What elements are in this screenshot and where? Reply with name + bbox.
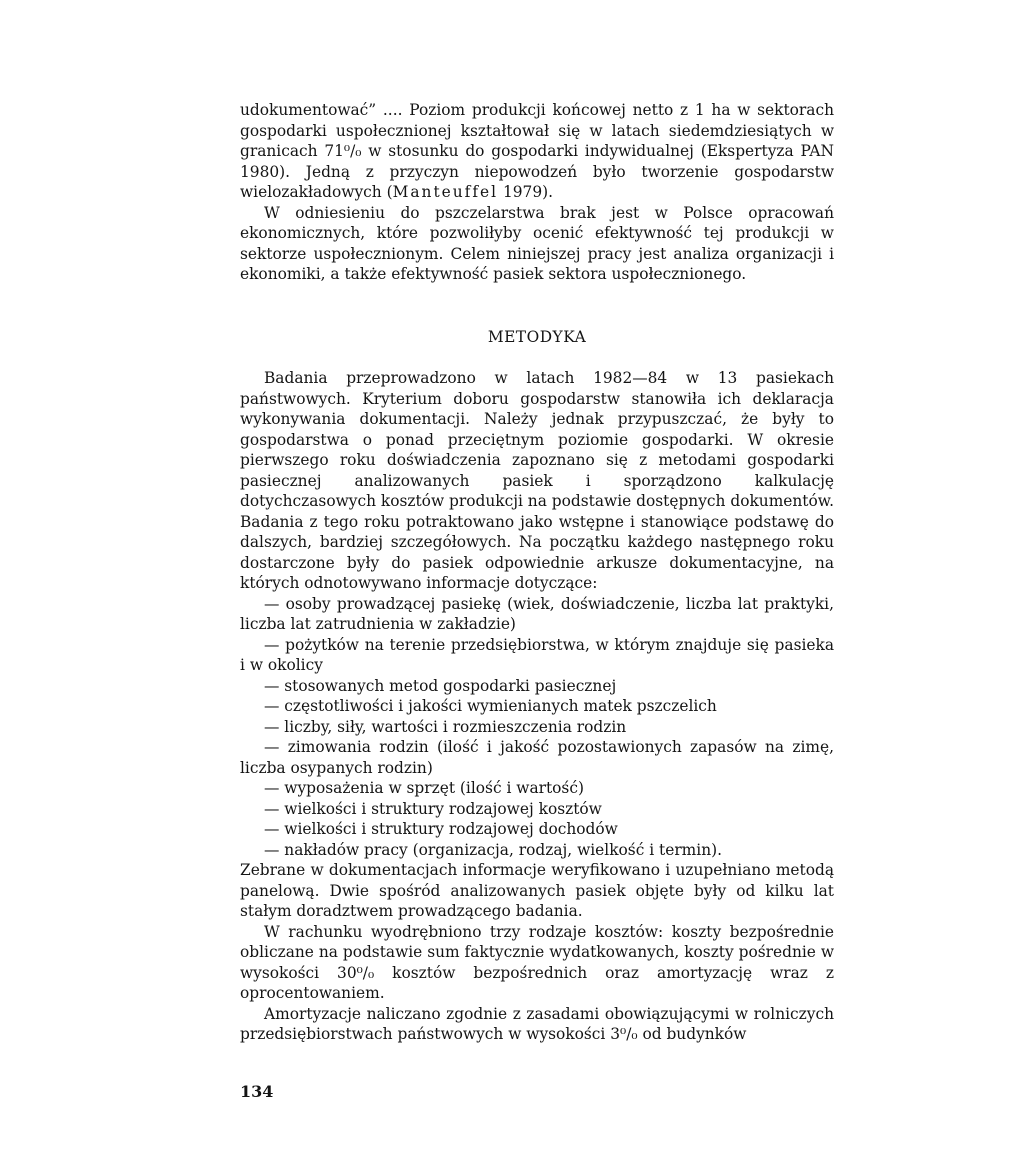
intro-paragraph-2: W odniesieniu do pszczelarstwa brak jest w Polsce opracowań ekonomicznych, które pozwoliłyby ocenić efektywność tej produkcji w sektorze uspołecznionym. Celem niniejszej pracy jest analiza organizacji i ekonomiki, a także efektywność pasiek sektora uspołecznionego. bbox=[240, 203, 834, 283]
method-paragraph-2: Zebrane w dokumentacjach informacje weryfikowano i uzupełniano metodą panelową. Dwie spośród analizowanych pasiek objęte były od kilku lat stałym doradztwem prowadzącego badania. bbox=[240, 861, 834, 920]
method-paragraph-1: Badania przeprowadzono w latach 1982—84 w 13 pasiekach państwowych. Kryterium doboru gospodarstw stanowiła ich deklaracja wykonywania dokumentacji. Należy jednak przypuszczać, że były to gospodarstwa o ponad przeciętnym poziomie gospodarki. W okresie pierwszego roku doświadczenia zapoznano się z metodami gospodarki pasiecznej analizowanych pasiek i sporządzono kalkulację dotychczasowych kosztów produkcji na podstawie dostępnych dokumentów. Badania z tego roku potraktowano jako wstępne i stanowiące podstawę do dalszych, bardziej szczegółowych. Na początku każdego następnego roku dostarczone były do pasiek odpowiednie arkusze dokumentacyjne, na których odnotowywano informacje dotyczące: bbox=[240, 369, 834, 592]
list-item: — nakładów pracy (organizacja, rodzaj, wielkość i termin). bbox=[264, 840, 722, 859]
intro-text-end: 1979). bbox=[498, 183, 554, 201]
page-number: 134 bbox=[240, 1082, 274, 1101]
method-paragraph-4: Amortyzacje naliczano zgodnie z zasadami obowiązującymi w rolniczych przedsiębiorstwach państwowych w wysokości 3⁰/₀ od budynków bbox=[240, 1004, 834, 1043]
info-list bbox=[240, 594, 834, 861]
list-item: — wyposażenia w sprzęt (ilość i wartość) bbox=[264, 779, 584, 797]
list-item: — pożytków na terenie przedsiębiorstwa, w którym znajduje się pasieka i w okolicy bbox=[240, 635, 834, 674]
method-paragraph-3: W rachunku wyodrębniono trzy rodzaje kosztów: koszty bezpośrednie obliczane na podstawie sum faktycznie wydatkowanych, koszty pośrednie w wysokości 30⁰/₀ kosztów bezpośrednich oraz amortyzację wraz z oprocentowaniem. bbox=[240, 922, 834, 1002]
list-item: — liczby, siły, wartości i rozmieszczenia rodzin bbox=[264, 717, 627, 736]
list-item: — wielkości i struktury rodzajowej dochodów bbox=[264, 820, 618, 838]
list-item: — zimowania rodzin (ilość i jakość pozostawionych zapasów na zimę, liczba osypanych rodzin) bbox=[240, 738, 834, 777]
list-item: — stosowanych metod gospodarki pasiecznej bbox=[264, 676, 617, 695]
author-citation: Manteuffel bbox=[392, 183, 499, 201]
list-item: — wielkości i struktury rodzajowej kosztów bbox=[264, 799, 602, 818]
intro-text-start: udokumentować” .... Poziom produkcji końcowej netto z 1 ha w sektorach gospodarki uspołecznionej kształtował się w latach siedemdziesiątych w granicach 71⁰/₀ w stosunku do gospodarki indywidualnej (Ekspertyza PAN 1980). Jedną z przyczyn niepowodzeń było tworzenie gospodarstw wielozakładowych ( bbox=[240, 101, 834, 201]
section-heading: METODYKA bbox=[487, 327, 587, 346]
list-item: — osoby prowadzącej pasiekę (wiek, doświadczenie, liczba lat praktyki, liczba lat zatrudnienia w zakładzie) bbox=[240, 594, 834, 633]
page-body bbox=[240, 100, 834, 1045]
intro-paragraph-1 bbox=[240, 100, 834, 203]
list-item: — częstotliwości i jakości wymienianych matek pszczelich bbox=[264, 697, 717, 715]
